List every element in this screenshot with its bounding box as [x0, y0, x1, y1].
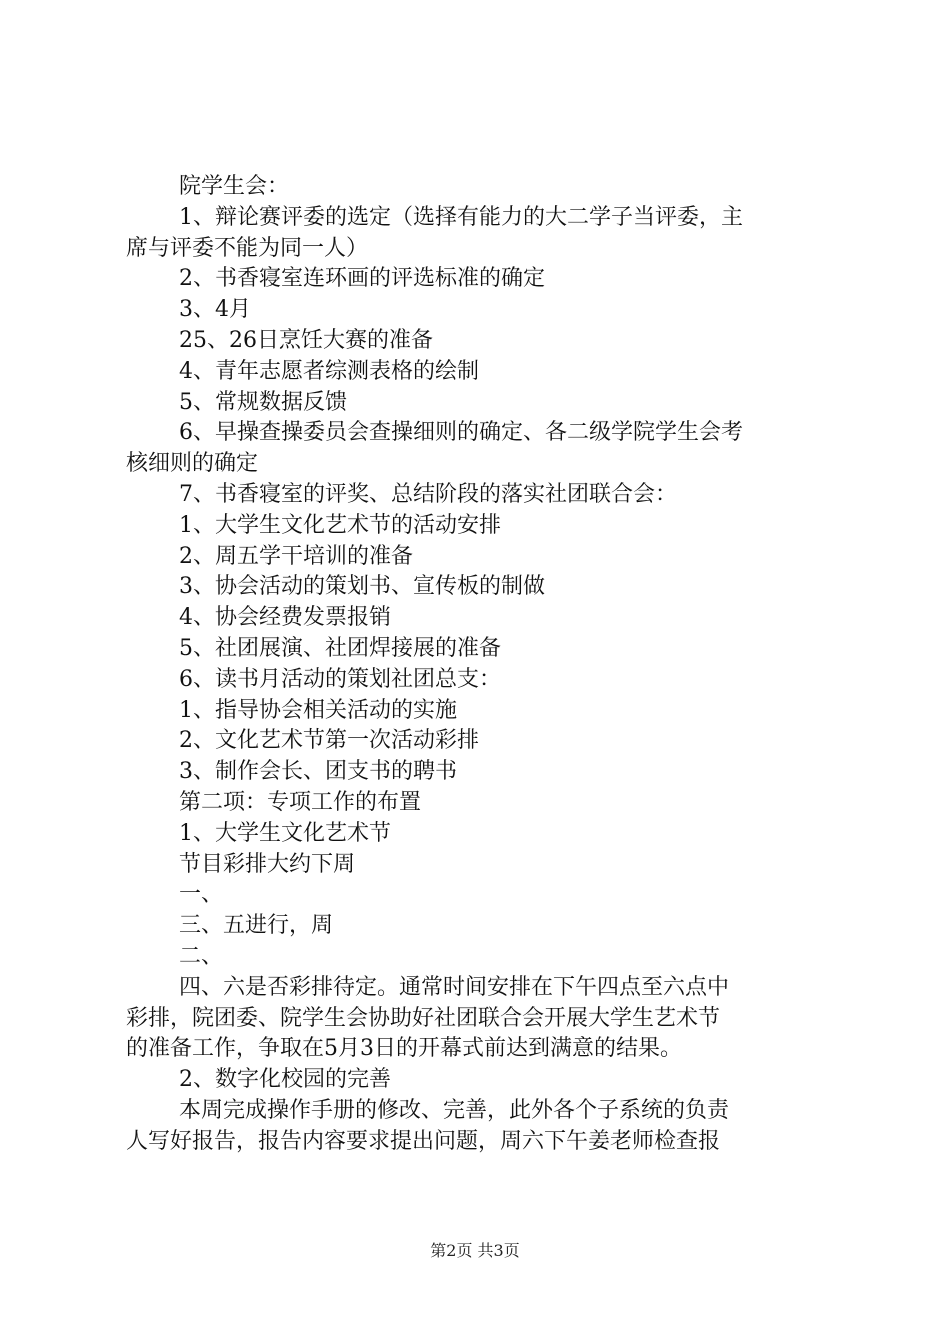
text-line: 2、文化艺术节第一次活动彩排	[179, 728, 479, 754]
text-line: 3、制作会长、团支书的聘书	[179, 759, 457, 785]
text-line: 四、六是否彩排待定。通常时间安排在下午四点至六点中	[179, 974, 730, 1000]
text-line: 2、数字化校园的完善	[179, 1067, 391, 1093]
text-line: 的准备工作，争取在5月3日的开幕式前达到满意的结果。	[126, 1036, 682, 1062]
text-line: 一、	[179, 882, 224, 908]
text-line: 1、辩论赛评委的选定（选择有能力的大二学子当评委，主	[179, 204, 743, 230]
text-line: 1、大学生文化艺术节	[179, 820, 391, 846]
text-line: 2、周五学干培训的准备	[179, 543, 413, 569]
text-line: 第二项：专项工作的布置	[179, 789, 422, 815]
text-line: 核细则的确定	[126, 451, 259, 477]
text-line: 5、社团展演、社团焊接展的准备	[179, 635, 501, 661]
text-line: 3、4月	[179, 297, 251, 323]
text-line: 彩排，院团委、院学生会协助好社团联合会开展大学生艺术节	[126, 1005, 721, 1031]
text-line: 6、读书月活动的策划社团总支：	[179, 666, 501, 692]
text-line: 二、	[179, 943, 224, 969]
text-line: 节目彩排大约下周	[179, 851, 356, 877]
page-footer: 第2页 共3页	[430, 1241, 520, 1260]
text-line: 4、协会经费发票报销	[179, 605, 391, 631]
text-line: 1、大学生文化艺术节的活动安排	[179, 512, 501, 538]
text-line: 6、早操查操委员会查操细则的确定、各二级学院学生会考	[179, 420, 743, 446]
text-line: 3、协会活动的策划书、宣传板的制做	[179, 574, 545, 600]
text-line: 7、书香寝室的评奖、总结阶段的落实社团联合会：	[179, 481, 677, 507]
text-line: 院学生会：	[179, 174, 290, 199]
document-body	[126, 172, 832, 1158]
text-line: 25、26日烹饪大赛的准备	[179, 327, 433, 353]
text-line: 席与评委不能为同一人）	[126, 235, 369, 261]
text-line: 4、青年志愿者综测表格的绘制	[179, 358, 479, 384]
text-line: 1、指导协会相关活动的实施	[179, 697, 457, 723]
text-line: 2、书香寝室连环画的评选标准的确定	[179, 266, 545, 292]
text-line: 人写好报告，报告内容要求提出问题，周六下午姜老师检查报	[126, 1128, 721, 1154]
text-line: 5、常规数据反馈	[179, 389, 347, 415]
text-line: 三、五进行，周	[179, 913, 334, 939]
text-line: 本周完成操作手册的修改、完善，此外各个子系统的负责	[179, 1097, 730, 1123]
